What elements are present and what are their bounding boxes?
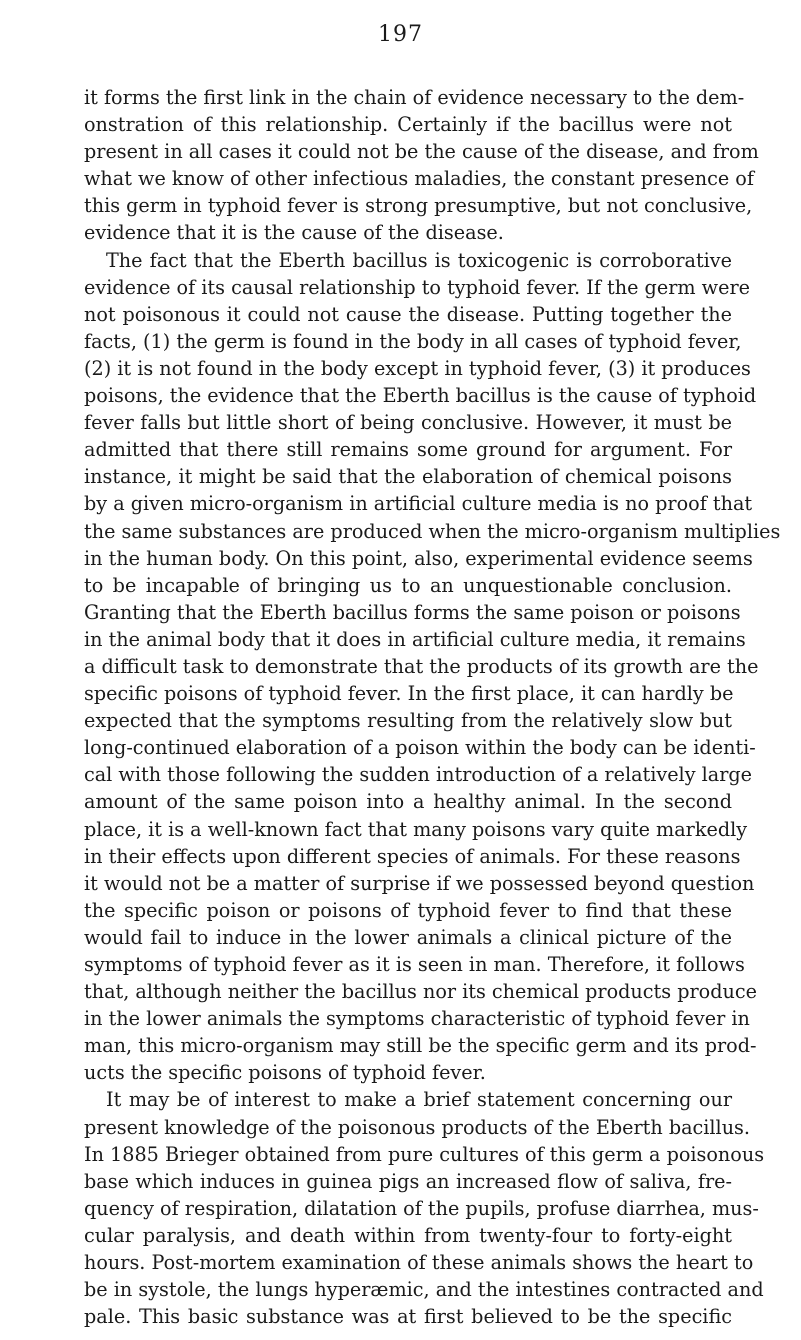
text-line: by a given micro-organism in artificial culture media is no proof that	[84, 492, 753, 516]
text-line: admitted that there still remains some ground for argument. For	[84, 438, 732, 462]
text-line: hours. Post-mortem examination of these animals shows the heart to	[84, 1251, 754, 1275]
text-line: It may be of interest to make a brief statement concerning our	[106, 1088, 732, 1112]
text-line: a difficult task to demonstrate that the products of its growth are the	[84, 654, 759, 678]
text-line: in the animal body that it does in artificial culture media, it remains	[84, 627, 746, 651]
text-line: cular paralysis, and death within from twenty-four to forty-eight	[84, 1223, 732, 1247]
text-line: evidence that it is the cause of the disease.	[84, 221, 504, 245]
text-line: facts, (1) the germ is found in the body in all cases of typhoid fever,	[84, 329, 742, 353]
text-line: specific poisons of typhoid fever. In the first place, it can hardly be	[84, 682, 734, 706]
text-line: amount of the same poison into a healthy animal. In the second	[84, 790, 732, 814]
text-line: (2) it is not found in the body except in typhoid fever, (3) it produces	[84, 356, 751, 380]
text-line: in the lower animals the symptoms characteristic of typhoid fever in	[84, 1007, 750, 1031]
text-line: Granting that the Eberth bacillus forms the same poison or poisons	[84, 600, 741, 624]
text-line: cal with those following the sudden introduction of a relatively large	[84, 763, 753, 787]
text-line: fever falls but little short of being conclusive. However, it must be	[84, 411, 732, 435]
text-line: to be incapable of bringing us to an unquestionable conclusion.	[84, 573, 732, 597]
text-line: this germ in typhoid fever is strong presumptive, but not conclusive,	[84, 194, 753, 218]
text-line: would fail to induce in the lower animals a clinical picture of the	[84, 925, 732, 949]
text-line: present in all cases it could not be the cause of the disease, and from	[84, 140, 759, 164]
text-line: In 1885 Brieger obtained from pure cultures of this germ a poisonous	[84, 1142, 765, 1166]
text-line: present knowledge of the poisonous products of the Eberth bacillus.	[84, 1115, 750, 1139]
page-number: 197	[378, 22, 423, 47]
text-line: symptoms of typhoid fever as it is seen in man. Therefore, it follows	[84, 953, 745, 976]
text-line: place, it is a well-known fact that many poisons vary quite markedly	[84, 817, 748, 841]
text-line: ucts the specific poisons of typhoid fever.	[84, 1061, 486, 1085]
text-line: evidence of its causal relationship to typhoid fever. If the germ were	[84, 275, 750, 299]
text-line: what we know of other infectious maladies, the constant presence of	[84, 167, 754, 191]
text-line: the same substances are produced when the micro-organism multiplies	[84, 519, 781, 543]
text-line: long-continued elaboration of a poison within the body can be identi-	[84, 736, 756, 760]
text-line: in their effects upon different species of animals. For these reasons	[84, 844, 741, 868]
text-line: quency of respiration, dilatation of the pupils, profuse diarrhea, mus-	[84, 1196, 759, 1220]
text-line: The fact that the Eberth bacillus is toxicogenic is corroborative	[106, 248, 732, 272]
text-line: base which induces in guinea pigs an increased flow of saliva, fre-	[84, 1169, 732, 1193]
text-line: instance, it might be said that the elaboration of chemical poisons	[84, 465, 732, 489]
body-text	[84, 84, 781, 1330]
text-line: be in systole, the lungs hyperæmic, and the intestines contracted and	[84, 1278, 764, 1302]
text-line: in the human body. On this point, also, experimental evidence seems	[84, 546, 753, 570]
text-line: expected that the symptoms resulting from the relatively slow but	[84, 709, 732, 733]
text-line: the specific poison or poisons of typhoid fever to find that these	[84, 898, 732, 922]
text-line: pale. This basic substance was at first believed to be the specific	[84, 1305, 732, 1329]
text-line: not poisonous it could not cause the disease. Putting together the	[84, 302, 732, 326]
text-line: that, although neither the bacillus nor its chemical products produce	[84, 980, 757, 1004]
text-line: onstration of this relationship. Certainly if the bacillus were not	[84, 113, 732, 137]
text-line: it forms the first link in the chain of evidence necessary to the dem-	[84, 86, 745, 109]
text-line: it would not be a matter of surprise if we possessed beyond question	[84, 871, 755, 895]
text-line: man, this micro-organism may still be the specific germ and its prod-	[84, 1034, 757, 1058]
text-line: poisons, the evidence that the Eberth bacillus is the cause of typhoid	[84, 384, 757, 408]
